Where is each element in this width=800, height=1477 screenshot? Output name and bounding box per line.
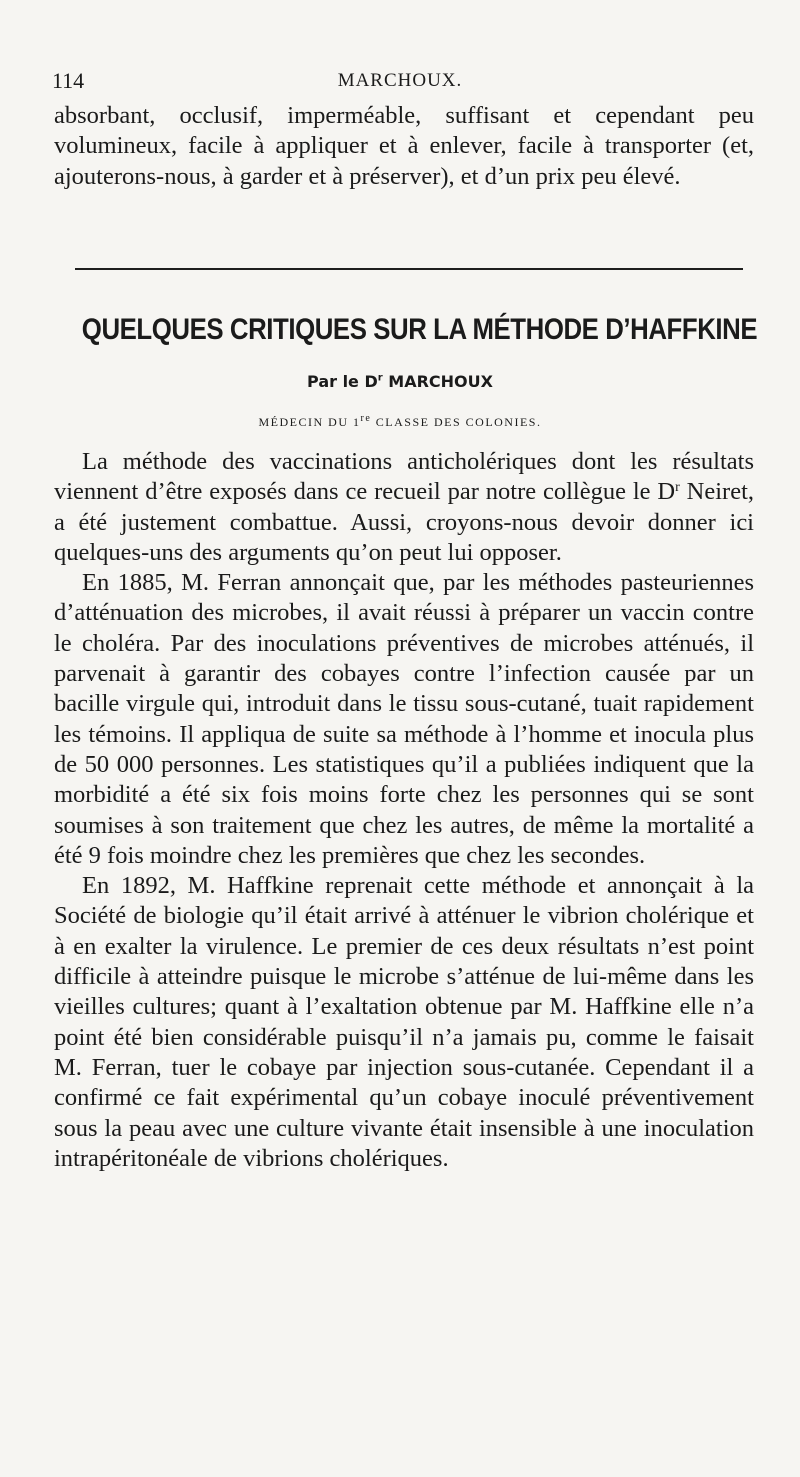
intro-paragraph-block [54, 101, 754, 192]
byline-prefix: Par le D [307, 372, 378, 391]
article-title: QUELQUES CRITIQUES SUR LA MÉTHODE D’HAFFKINE [81, 313, 758, 346]
affiliation-prefix: MÉDECIN DU 1 [258, 415, 361, 429]
paragraph-1-end: Neiret, a été justement combattue. Aussi, croyons-nous devoir donner ici quelques-uns des arguments qu’on peut lui opposer. [54, 478, 754, 566]
article-body [54, 447, 754, 1174]
intro-paragraph: absorbant, occlusif, imperméable, suffisant et cependant peu volumineux, facile à appliquer et à enlever, facile à transporter (et, ajouterons-nous, à garder et à préserver), et d’un prix peu élevé. [54, 102, 754, 190]
byline-superscript: r [377, 372, 383, 384]
affiliation-suffix: CLASSE DES COLONIES. [371, 415, 542, 429]
paragraph-1 [54, 447, 754, 568]
page-number: 114 [52, 68, 85, 93]
paragraph-1-superscript: r [675, 480, 680, 496]
affiliation-superscript: re [360, 413, 372, 424]
author-byline [0, 372, 800, 391]
author-name: MARCHOUX [382, 372, 493, 391]
running-header [52, 68, 748, 98]
author-affiliation [0, 413, 800, 430]
paragraph-3: En 1892, M. Haffkine reprenait cette méthode et annonçait à la Société de biologie qu’il était arrivé à atténuer le vibrion cholérique et à en exalter la virulence. Le premier de ces deux résultats n’est point difficile à atteindre puisque le microbe s’atténue de lui-même dans les vieilles cultures; quant à l’exaltation obtenue par M. Haffkine elle n’a point été bien considérable puisqu’il n’a jamais pu, comme le faisait M. Ferran, tuer le cobaye par injection sous-cutanée. Cependant il a confirmé ce fait expérimental qu’un cobaye inoculé préventivement sous la peau avec une culture vivante était insensible à une inoculation intrapéritonéale de vibrions cholériques. [54, 872, 754, 1172]
section-divider [75, 268, 743, 270]
paragraph-2: En 1885, M. Ferran annonçait que, par les méthodes pasteuriennes d’atténuation des microbes, il avait réussi à préparer un vaccin contre le choléra. Par des inoculations préventives de microbes atténués, il parvenait à garantir des cobayes contre l’infection causée par un bacille virgule qui, introduit dans le tissu sous-cutané, tuait rapidement les témoins. Il appliqua de suite sa méthode à l’homme et inocula plus de 50 000 personnes. Les statistiques qu’il a publiées indiquent que la morbidité a été six fois moins forte chez les personnes qui se sont soumises à son traitement que chez les autres, de même la mortalité a été 9 fois moindre chez les premières que chez les secondes. [54, 569, 754, 869]
paragraph-1-start: La méthode des vaccinations anticholériques dont les résultats viennent d’être exposés dans ce recueil par notre collègue le D [54, 448, 754, 506]
running-title: MARCHOUX. [337, 70, 463, 91]
